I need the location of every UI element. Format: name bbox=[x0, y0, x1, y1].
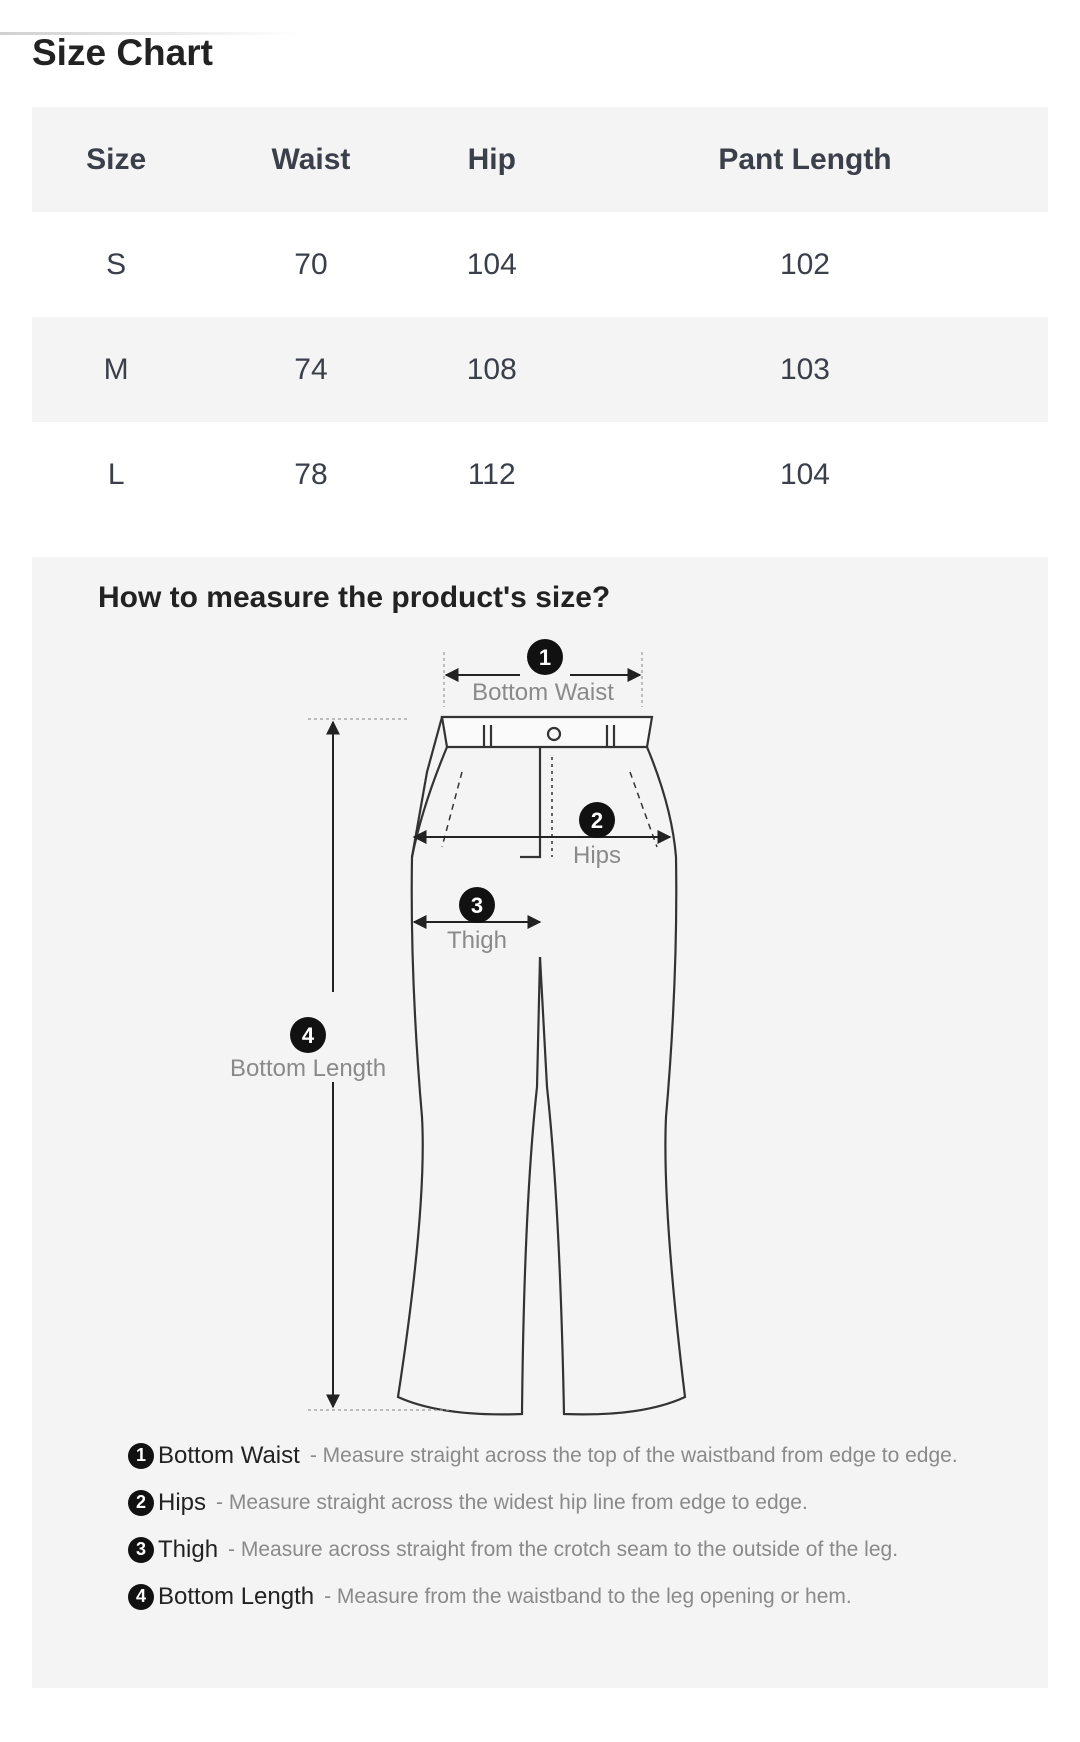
cell-waist: 70 bbox=[294, 247, 328, 281]
cell-hip: 108 bbox=[466, 352, 517, 386]
table-row bbox=[32, 317, 1048, 422]
table-header-row bbox=[32, 107, 1048, 212]
page-title: Size Chart bbox=[32, 32, 213, 73]
length-number: 4 bbox=[301, 1023, 315, 1048]
legend-description: - Measure across straight from the crotch seam to the outside of the leg. bbox=[228, 1537, 899, 1561]
waist-number: 1 bbox=[538, 645, 552, 670]
size-table bbox=[32, 107, 1048, 527]
legend-term: Thigh bbox=[158, 1535, 219, 1563]
header-hip: Hip bbox=[467, 142, 516, 176]
number-two-icon: 2 bbox=[128, 1490, 154, 1516]
legend-description: - Measure straight across the widest hip line from edge to edge. bbox=[216, 1490, 808, 1514]
legend-item bbox=[128, 1432, 1028, 1479]
hips-measure bbox=[414, 802, 670, 869]
measure-guide-title: How to measure the product's size? bbox=[98, 581, 611, 614]
thigh-measure bbox=[414, 887, 540, 954]
header-size: Size bbox=[86, 142, 147, 176]
legend-description: - Measure from the waistband to the leg opening or hem. bbox=[324, 1584, 852, 1608]
number-one-icon: 1 bbox=[128, 1443, 154, 1469]
legend-term: Bottom Waist bbox=[158, 1441, 300, 1469]
cell-waist: 78 bbox=[294, 457, 328, 491]
legend-description: - Measure straight across the top of the waistband from edge to edge. bbox=[309, 1443, 958, 1467]
legend-item bbox=[128, 1573, 1028, 1620]
legend-term: Bottom Length bbox=[158, 1582, 315, 1610]
legend-item bbox=[128, 1479, 1028, 1526]
waist-label: Bottom Waist bbox=[472, 679, 614, 706]
table-row bbox=[32, 422, 1048, 527]
waist-measure bbox=[444, 639, 642, 707]
legend-item bbox=[128, 1526, 1028, 1573]
thigh-number: 3 bbox=[470, 893, 484, 918]
hips-label: Hips bbox=[572, 842, 622, 869]
pants-outline-icon bbox=[398, 717, 685, 1414]
number-four-icon: 4 bbox=[128, 1584, 154, 1610]
cell-hip: 104 bbox=[466, 247, 517, 281]
cell-size: L bbox=[107, 457, 125, 491]
header-waist: Waist bbox=[271, 142, 351, 176]
header-pant-length: Pant Length bbox=[718, 142, 892, 176]
cell-hip: 112 bbox=[467, 457, 516, 491]
cell-pant-length: 102 bbox=[779, 247, 830, 281]
legend-term: Hips bbox=[158, 1488, 207, 1516]
length-label: Bottom Length bbox=[229, 1055, 387, 1082]
measurement-guide bbox=[32, 557, 1048, 1688]
hips-number: 2 bbox=[590, 808, 604, 833]
table-row bbox=[32, 212, 1048, 317]
cell-size: S bbox=[106, 247, 127, 281]
thigh-label: Thigh bbox=[446, 927, 508, 954]
cell-waist: 74 bbox=[294, 352, 328, 386]
number-three-icon: 3 bbox=[128, 1537, 154, 1563]
cell-pant-length: 104 bbox=[779, 457, 830, 491]
measure-legend bbox=[128, 1432, 1028, 1620]
cell-size: M bbox=[103, 352, 129, 386]
cell-pant-length: 103 bbox=[779, 352, 830, 386]
pants-diagram bbox=[32, 557, 1048, 1457]
